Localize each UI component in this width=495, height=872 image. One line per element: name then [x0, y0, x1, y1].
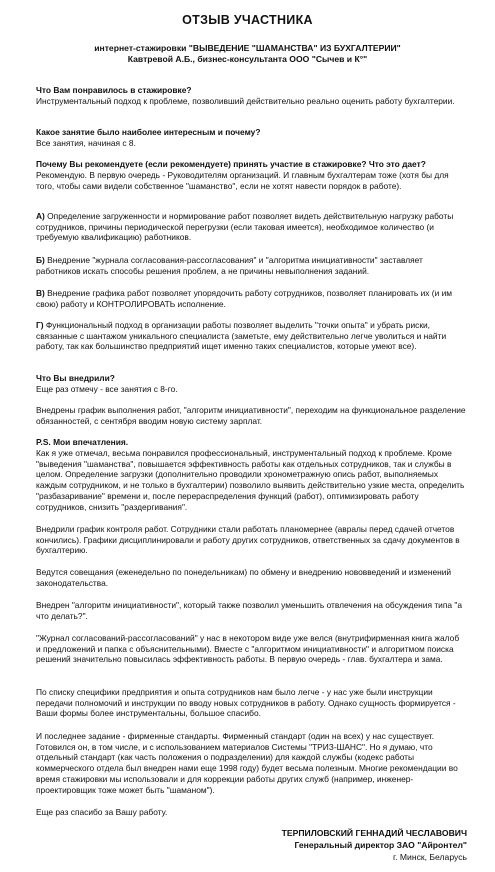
paragraph-b [36, 255, 466, 276]
answer-liked: Инструментальный подход к проблеме, позволивший действительно реально оценить работу бухгалтерии. [36, 96, 455, 106]
signature-city: г. Минск, Беларусь [393, 852, 467, 862]
label-a: А) [36, 211, 45, 221]
answer-implemented: Еще раз отмечу - все занятия с 8-го. [36, 384, 178, 394]
ps-paragraph-5: "Журнал согласований-рассогласований" у нас в некотором виде уже велся (внутрифирменная книга жалоб и предложений и папка с объяснительными). Вместе с "алгоритмом инициативности" и алгоритмом поиска решений значительно повысилась эффективность работы. В первую очередь - глав. бухгалтера и зама. [36, 633, 460, 665]
closing-thanks: Еще раз спасибо за Вашу работу. [36, 807, 168, 817]
ps-title: P.S. Мои впечатления. [36, 437, 129, 447]
question-implemented: Что Вы внедрили? [36, 373, 115, 383]
ps-paragraph-7: И последнее задание - фирменные стандарты. Фирменный стандарт (один на всех) у нас существует. Готовился он, в том числе, и с использованием материалов Системы "ТРИЗ-ШАНС". Но я думаю, что отдельный стандарт (как часть положения о подразделении) для каждой службы (кодекс работы коммерческого отдела был внедрен нами еще 1998 году) будет весьма полезным. Многие рекомендации во время стажировки мы использовали и для коррекции работы других служб (например, инженер-проектировщик тоже может быть "шаманом"). [36, 731, 458, 795]
question-recommend: Почему Вы рекомендуете (если рекомендуете) принять участие в стажировке? Что это дает? [36, 159, 426, 169]
ps-paragraph-1: Как я уже отмечал, весьма понравился профессиональный, инструментальный подход к проблеме. Кроме "выведения "шаманства", повышается эффективность работы как отдельных сотрудников, так и службы в целом. Определение загрузки (дополнительно проводили хронометражную опись работ, выполняемых каждым сотрудником, и не только в бухгалтерии) позволило выявить действительно узкие места, определить "разбазаривание" времени и, после перераспределения функций (работ), оптимизировать работу сотрудников, снизить "раздергивания". [36, 448, 465, 512]
subtitle-author: Кавтревой А.Б., бизнес-консультанта ООО "Сычев и К°" [127, 54, 368, 64]
signature-name: ТЕРПИЛОВСКИЙ ГЕННАДИЙ ЧЕСЛАВОВИЧ [281, 828, 467, 838]
ps-paragraph-4: Внедрен "алгоритм инициативности", который также позволил уменьшить отвлечения на обсуждения типа "а что делать?". [36, 600, 463, 621]
question-interesting: Какое занятие было наиболее интересным и почему? [36, 127, 261, 137]
ps-paragraph-6: По списку специфики предприятия и опыта сотрудников нам было легче - у нас уже были инструкции передачи полномочий и инструкции по вводу новых сотрудников в работу. Однако сущность формируется - Ваши формы более инструментальны, большое спасибо. [36, 687, 456, 719]
text-a: Определение загруженности и нормирование работ позволяет видеть действительную нагрузку работы сотрудников, причины периодической перегрузки (если таковая имеется), необходимое количество (и требуемую квалификацию) работников. [36, 211, 454, 243]
ps-paragraph-2: Внедрили график контроля работ. Сотрудники стали работать планомернее (авралы перед сдачей отчетов кончились). Графики дисциплинировали и работу других сотрудников, ответственных за сдачу документов в бухгалтерию. [36, 524, 460, 556]
paragraph-g [36, 320, 466, 352]
text-g: Функциональный подход в организации работы позволяет выделить "точки опыта" и убрать риски, связанные с шантажом уникального специалиста (заметьте, ему действительно легче уволиться и найти работу, так как большинство предприятий ищет именно таких специалистов, которые умеют все). [36, 320, 447, 352]
label-g: Г) [36, 320, 44, 330]
answer-recommend: Рекомендую. В первую очередь - Руководителям организаций. И главным бухгалтерам тоже (хотя бы для того, чтобы сами видели собственное "шаманство", если не хотят навести порядок в работе). [36, 170, 449, 191]
text-v: Внедрение графика работ позволяет упорядочить работу сотрудников, позволяет планировать их (и им свою) работу и КОНТРОЛИРОВАТЬ исполнение. [36, 288, 453, 309]
subtitle-internship: интернет-стажировки "ВЫВЕДЕНИЕ "ШАМАНСТВА" ИЗ БУХГАЛТЕРИИ" [94, 43, 401, 53]
document-title: ОТЗЫВ УЧАСТНИКА [182, 13, 313, 27]
label-b: Б) [36, 255, 45, 265]
answer-implemented-details: Внедрены график выполнения работ, "алгоритм инициативности", переходим на функциональное разделение обязанностей, с сентября вводим новую систему зарплат. [36, 405, 466, 426]
text-b: Внедрение "журнала согласования-рассогласования" и "алгоритма инициативности" заставляет работников искать способы решения проблем, а не причины невыполнения заданий. [36, 255, 423, 276]
ps-paragraph-3: Ведутся совещания (еженедельно по понедельникам) по обмену и внедрению нововведений и изменений законодательства. [36, 567, 452, 588]
paragraph-a [36, 211, 466, 243]
question-liked: Что Вам понравилось в стажировке? [36, 85, 192, 95]
signature-role: Генеральный директор ЗАО "Айронтел" [294, 840, 467, 850]
paragraph-v [36, 288, 466, 309]
label-v: В) [36, 288, 45, 298]
answer-interesting: Все занятия, начиная с 8. [36, 138, 136, 148]
